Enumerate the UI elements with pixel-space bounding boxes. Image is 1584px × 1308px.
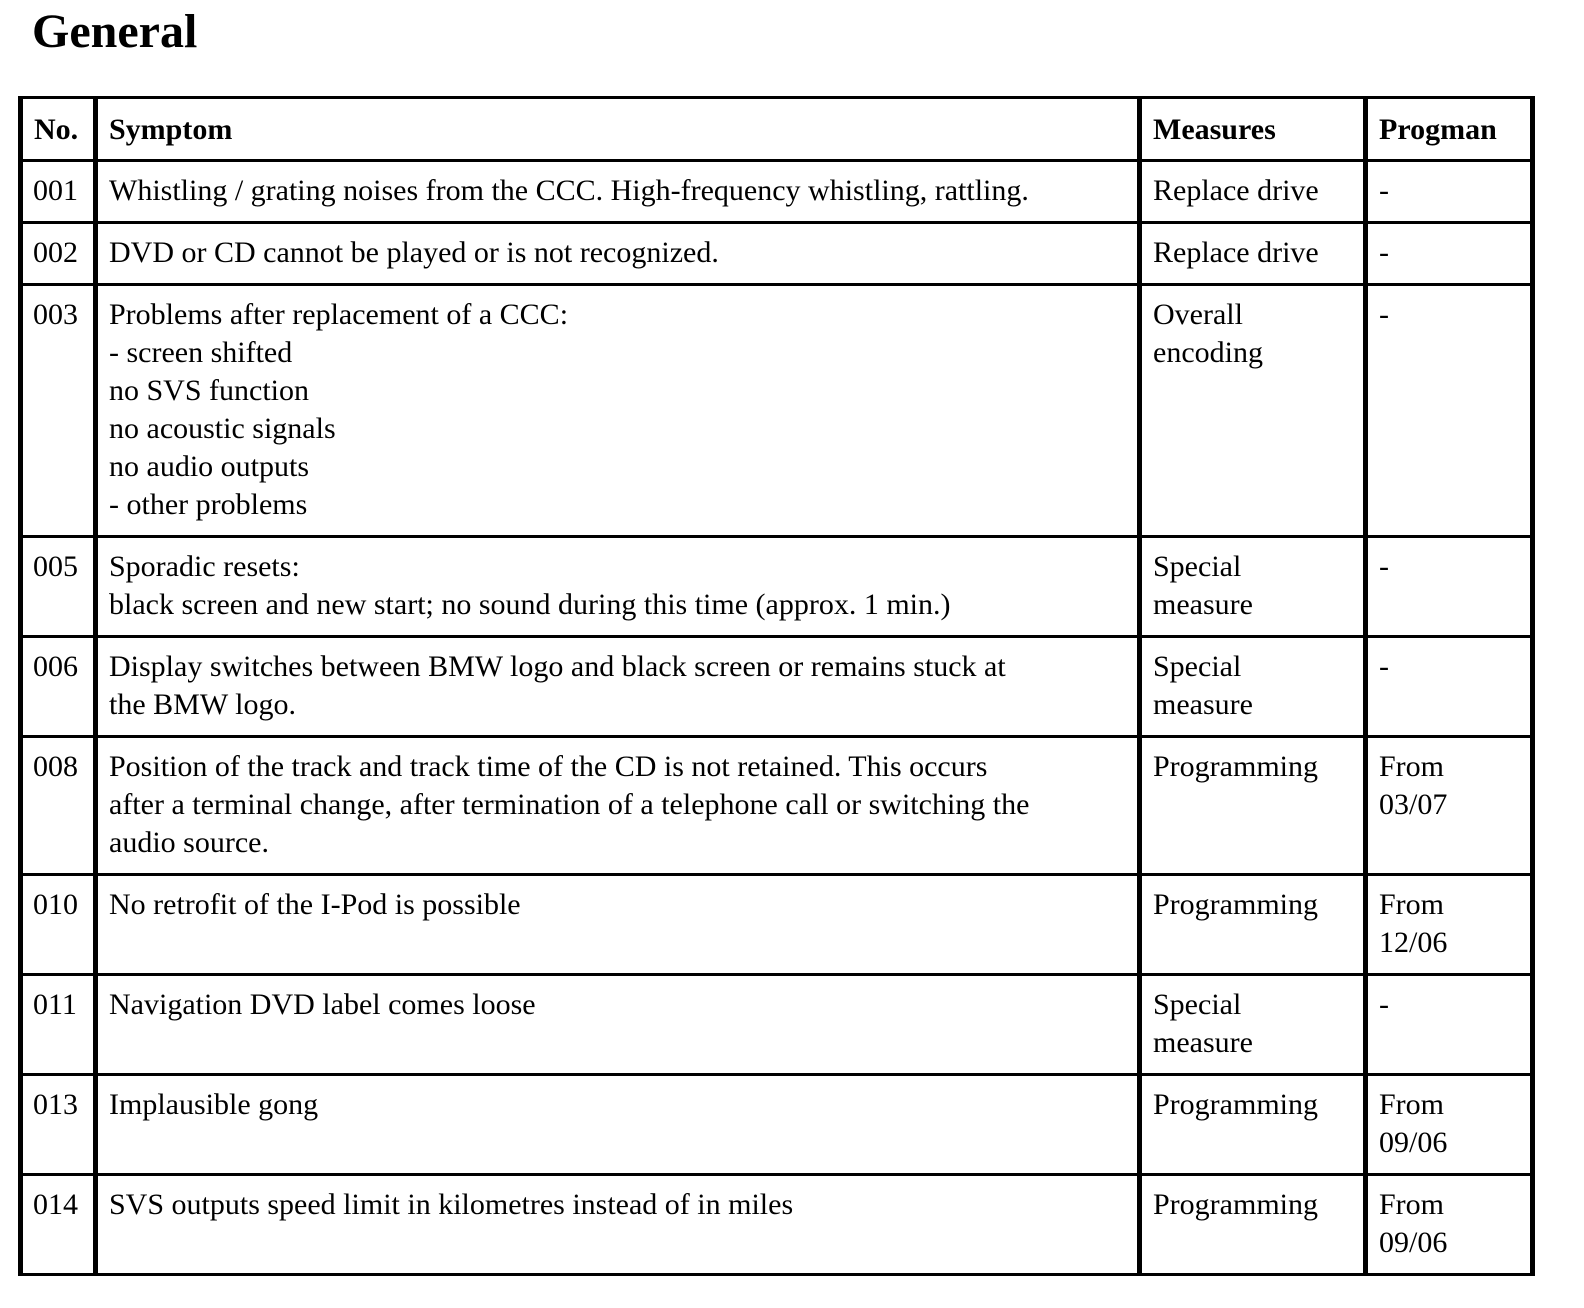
progman-cell: - <box>1366 161 1533 223</box>
symptom-cell: DVD or CD cannot be played or is not recognized. <box>96 223 1140 285</box>
row-number: 013 <box>21 1075 96 1175</box>
progman-cell: From 09/06 <box>1366 1175 1533 1275</box>
progman-cell: From 09/06 <box>1366 1075 1533 1175</box>
row-number: 014 <box>21 1175 96 1275</box>
row-number: 002 <box>21 223 96 285</box>
progman-cell: From 03/07 <box>1366 737 1533 875</box>
table-row <box>21 737 1533 875</box>
measures-cell: Programming <box>1140 1175 1366 1275</box>
symptom-cell: Whistling / grating noises from the CCC. High-frequency whistling, rattling. <box>96 161 1140 223</box>
table-header-row <box>21 98 1533 161</box>
symptom-cell: SVS outputs speed limit in kilometres instead of in miles <box>96 1175 1140 1275</box>
table-row <box>21 1175 1533 1275</box>
symptom-cell: Position of the track and track time of the CD is not retained. This occurs after a terminal change, after termination of a telephone call or switching the audio source. <box>96 737 1140 875</box>
measures-cell: Programming <box>1140 737 1366 875</box>
measures-cell: Overall encoding <box>1140 285 1366 537</box>
progman-cell: - <box>1366 537 1533 637</box>
header-measures: Measures <box>1140 98 1366 161</box>
progman-cell: - <box>1366 285 1533 537</box>
table-row <box>21 637 1533 737</box>
table-row <box>21 1075 1533 1175</box>
measures-cell: Special measure <box>1140 537 1366 637</box>
table-row <box>21 161 1533 223</box>
page-title: General <box>32 5 198 58</box>
measures-cell: Special measure <box>1140 975 1366 1075</box>
symptom-cell: Implausible gong <box>96 1075 1140 1175</box>
symptom-cell: Problems after replacement of a CCC: - screen shifted no SVS function no acoustic signals no audio outputs - other problems <box>96 285 1140 537</box>
table-row <box>21 285 1533 537</box>
measures-cell: Programming <box>1140 875 1366 975</box>
table-row <box>21 875 1533 975</box>
row-number: 008 <box>21 737 96 875</box>
measures-cell: Replace drive <box>1140 161 1366 223</box>
table-row <box>21 223 1533 285</box>
row-number: 011 <box>21 975 96 1075</box>
header-progman: Progman <box>1366 98 1533 161</box>
header-no: No. <box>21 98 96 161</box>
measures-cell: Programming <box>1140 1075 1366 1175</box>
symptom-cell: Display switches between BMW logo and black screen or remains stuck at the BMW logo. <box>96 637 1140 737</box>
progman-cell: - <box>1366 637 1533 737</box>
progman-cell: - <box>1366 975 1533 1075</box>
symptoms-table <box>18 96 1535 1276</box>
symptom-cell: Sporadic resets: black screen and new start; no sound during this time (approx. 1 min.) <box>96 537 1140 637</box>
table-row <box>21 537 1533 637</box>
measures-cell: Replace drive <box>1140 223 1366 285</box>
symptom-cell: Navigation DVD label comes loose <box>96 975 1140 1075</box>
measures-cell: Special measure <box>1140 637 1366 737</box>
row-number: 001 <box>21 161 96 223</box>
symptom-cell: No retrofit of the I-Pod is possible <box>96 875 1140 975</box>
row-number: 010 <box>21 875 96 975</box>
progman-cell: - <box>1366 223 1533 285</box>
row-number: 006 <box>21 637 96 737</box>
table-row <box>21 975 1533 1075</box>
row-number: 003 <box>21 285 96 537</box>
progman-cell: From 12/06 <box>1366 875 1533 975</box>
row-number: 005 <box>21 537 96 637</box>
header-symptom: Symptom <box>96 98 1140 161</box>
